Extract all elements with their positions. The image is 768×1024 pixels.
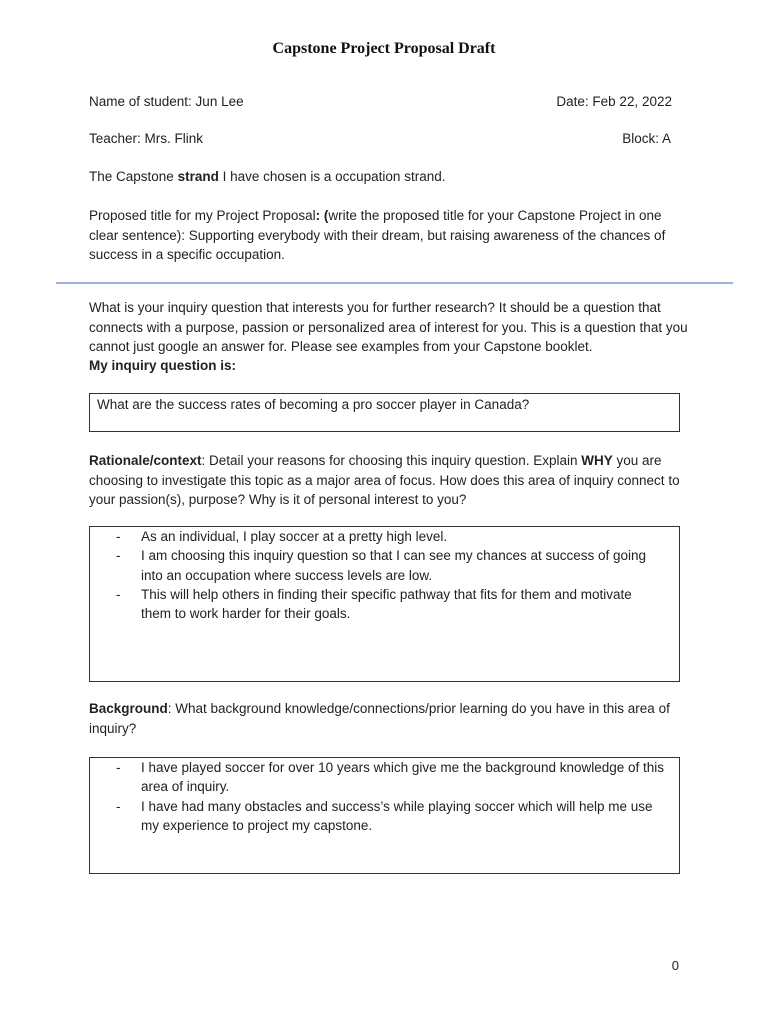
strand-bold: strand [177,169,219,184]
list-item [90,546,665,585]
proposed-title-post: write the proposed title for your Capstone Project in one clear sentence): Supporting everybody with their dream, but raising awareness of the chances of success in a specific occupation. [89,208,666,262]
strand-post: I have chosen is a occupation strand. [218,169,446,184]
list-item-text: As an individual, I play soccer at a pretty high level. [141,529,448,544]
bullet: - [116,798,121,814]
inquiry-label [89,356,236,376]
list-item-text: This will help others in finding their specific pathway that fits for them and motivate them to work harder for their goals. [141,586,632,622]
list-item [90,758,665,797]
list-item-text: I have had many obstacles and success’s while playing soccer which will help me use my experience to project my capstone. [141,798,653,833]
rationale-label: Rationale/context [89,453,202,468]
background-label: Background [89,701,168,716]
block: Block: A [622,131,671,146]
student-name: Name of student: Jun Lee [89,94,244,109]
section-divider [56,282,733,284]
strand-pre: The Capstone [89,169,178,184]
inquiry-prompt: What is your inquiry question that interests you for further research? It should be a question that connects with a purpose, passion or personalized area of interest for you. This is a question that you cannot just google an answer for. Please see examples from your Capstone booklet. [89,300,688,354]
date: Date: Feb 22, 2022 [556,94,672,109]
rationale-prompt-pre: : Detail your reasons for choosing this inquiry question. Explain [201,453,582,468]
list-item-text: I have played soccer for over 10 years which give me the background knowledge of this area of inquiry. [141,760,665,795]
bullet: - [116,529,121,544]
background-prompt-text: : What background knowledge/connections/prior learning do you have in this area of inquiry? [89,701,670,736]
proposed-title-bold: : ( [315,208,329,223]
proposed-title-pre: Proposed title for my Project Proposal [89,208,316,223]
list-item-text: I am choosing this inquiry question so that I can see my chances at success of going into an occupation where success levels are low. [141,548,647,583]
strand-sentence [89,169,445,184]
rationale-box [89,526,680,682]
teacher-name: Teacher: Mrs. Flink [89,131,204,146]
background-list [90,758,679,835]
document-title: Capstone Project Proposal Draft [272,40,496,57]
list-item [90,797,665,836]
background-prompt [89,699,689,738]
bullet: - [116,760,121,775]
rationale-prompt-post: you are choosing to investigate this topic as a major area of focus. How does this area of inquiry connect to your passion(s), purpose? Why is it of personal interest to you? [89,453,680,507]
inquiry-answer-box [89,393,680,432]
rationale-prompt [89,451,689,510]
inquiry-answer: What are the success rates of becoming a pro soccer player in Canada? [97,397,530,412]
page-number: 0 [671,958,679,973]
list-item [90,585,665,624]
rationale-why: WHY [581,453,613,468]
rationale-list [90,527,679,623]
proposed-title [89,206,689,265]
list-item [90,527,665,546]
bullet: - [116,548,121,564]
inquiry-label-text: My inquiry question is: [89,358,237,373]
bullet: - [116,586,121,602]
background-box [89,757,680,874]
